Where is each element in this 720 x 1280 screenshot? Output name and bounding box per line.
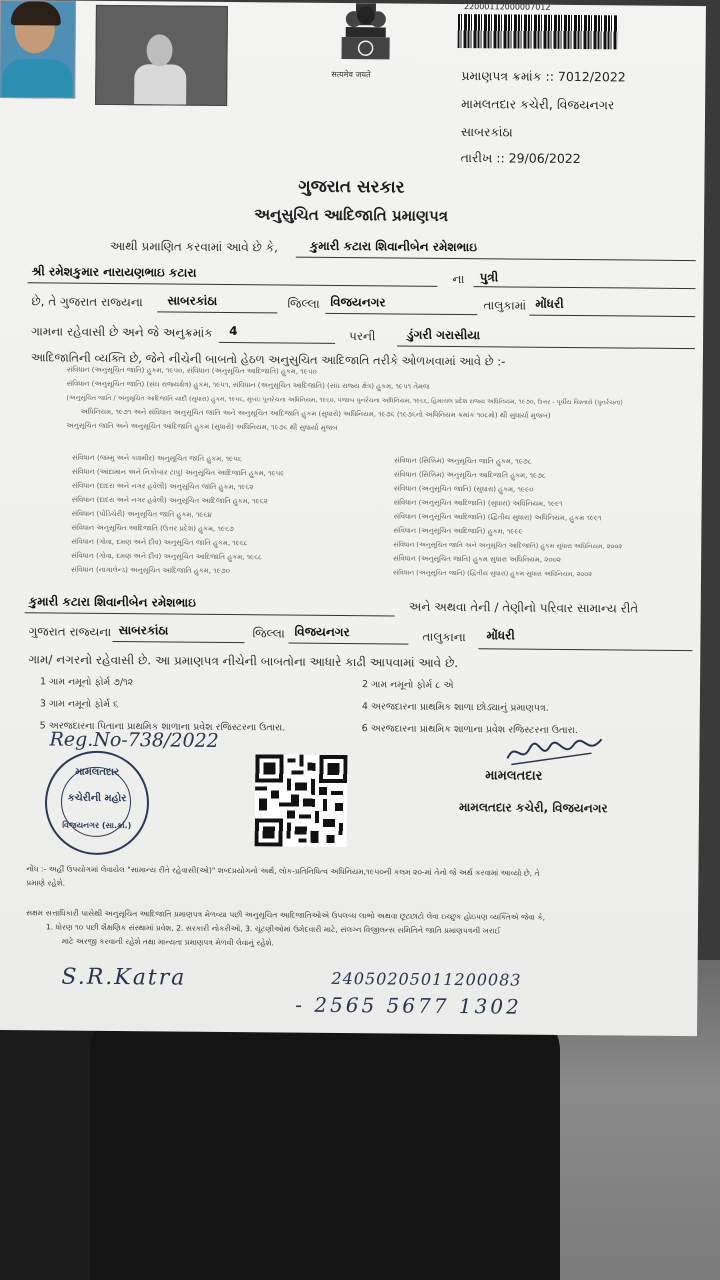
village-line-label: ગામના રહેવાસી છે અને જે અનુક્રમાંક [31, 324, 213, 340]
order-right-3: સંવિધાન (અનુસૂચિત જાતિ) (સુધારા) હુકમ, ૧૯૯૦ [393, 484, 534, 494]
district-value-2: સાબરકાંઠા [118, 623, 169, 638]
applicant-name-2: કુમારી કટારા શિવાનીબેન રમેશભાઇ [28, 594, 196, 610]
district-label-2: જિલ્લા [252, 626, 285, 641]
order-left-8: સંવિધાન (ગોવા, દમણ અને દીવ) અનુસૂચિત આદિજાતિ હુકમ, ૧૯૬૮ [71, 551, 262, 562]
village-value-2: મોંધરી [486, 628, 515, 643]
order-right-1: સંવિધાન (સિક્કિમ) અનુસૂચિત જાતિ હુકમ, ૧૯૭૮ [393, 456, 532, 466]
seal-mid-text: કચેરીની મહોર [67, 792, 127, 805]
orders-intro-2: સંવિધાન (અનુસૂચિત જાતિ) (સંઘ રાજ્યક્ષેત્ર) હુકમ, ૧૯૫૧, સંવિધાન (અનુસૂચિત આદિજાતિ) (સંઘ રાજ્ય ક્ષેત્ર) હુકમ, ૧૯૫૧ તેમજ [66, 379, 430, 391]
taluka-value-2: વિજયનગર [294, 624, 350, 640]
seal-bottom-text: વિજયનગર (સા.કાં.) [62, 820, 132, 831]
applicant-name: કુમારી કટારા શિવાનીબેન રમેશભાઇ [309, 238, 478, 255]
emblem-motto: सत्यमेव जयते [331, 69, 371, 80]
serial-number: 4 [229, 324, 238, 339]
orders-intro-3: (અનુસૂચિત જાતિ / અનુસૂચિત આદિજાતિ યાદી (સુધારા) હુકમ, ૧૯૫૬, મુંબઇ પુનર્રચના અધિનિયમ, ૧૯૬૦, પંજાબ પુનર્રચના અધિનિયમ, ૧૯૬૬, હિમાચલ પ્રદેશ રાજ્ય અધિનિયમ, ૧૯૭૦, ઉત્તર - પૂર્વીય વિસ્તારો (પુનર્રચના) [66, 394, 623, 407]
order-left-7: સંવિધાન (ગોવા, દમણ અને દીવ) અનુસૂચિત જાતિ હુકમ, ૧૯૬૮ [71, 537, 248, 548]
government-title: ગુજરાત સરકાર [298, 176, 405, 198]
officer-signature-icon [501, 730, 611, 771]
order-left-4: સંવિધાન (દાદરા અને નગર હવેલી) અનુસૂચિત આદિજાતિ હુકમ, ૧૯૬૨ [71, 495, 268, 506]
note-1: નોંધ :- અહીં ઉપયોગમાં લેવાયેલ "સામાન્ય રીતે રહેવાસી(ઓ)" શબ્દપ્રયોગનો અર્થ, લોક-પ્રતિનિધિત્વ અધિનિયમ,૧૯૫૦ની કલમ ૨૦-માં તેનો જે અર્થ કરવામાં આવ્યો છે, તે [26, 864, 540, 878]
relation-value: પુત્રી [479, 270, 499, 285]
note-2: સક્ષમ સત્તાધિકારી પાસેથી અનુસૂચિત આદિજાતિ પ્રમાણપત્ર મેળવ્યા પછી અનુસૂચિત આદિજાતિઓએ ઉપલબ્ધ લાભો અથવા છૂટછાટો લેવા ઇચ્છુક હોઇપણ વ્યક્તિએ જેવા કે, [25, 908, 546, 922]
certificate-number: પ્રમાણપત્ર ક્રમાંક :: 7012/2022 [461, 68, 626, 85]
district-label: જિલ્લા [287, 296, 320, 311]
order-right-7: સંવિધાન (અનુસૂચિત જાતિ અને અનુસૂચિત આદિજાતિ) હુકમ સુધારા અધિનિયમ, ૨૦૦૨ [393, 540, 623, 551]
order-left-9: સંવિધાન (નાગાલેન્ડ) અનુસૂચિત આદિજાતિ હુકમ, ૧૯૭૦ [70, 565, 230, 576]
order-right-9: સંવિધાન (અનુસૂચિત જાતિ) (દ્વિતીય સુધારા) હુકમ સુધારા અધિનિયમ, ૨૦૦૨ [392, 568, 593, 579]
doc-1: 1 ગામ નમૂનો ફોર્મ ૭/૧૨ [40, 676, 134, 689]
order-right-2: સંવિધાન (સિક્કિમ) અનુસૂચિત આદિજાતિ હુકમ, ૧૯૭૮ [393, 470, 546, 480]
doc-4: 4 અરજદારના પ્રાથમિક શાળા છોડ્યાનું પ્રમાણપત્ર. [361, 701, 549, 714]
district-value: સાબરકાંઠા [167, 293, 218, 308]
issuing-office: મામલતદાર કચેરી, વિજયનગર [461, 96, 615, 113]
taluka-label-2: તાલુકાના [422, 629, 466, 645]
certificate-title: અનુસુચિત આદિજાતિ પ્રમાણપત્ર [254, 205, 449, 225]
orders-intro-5: અનુસૂચિત જાતિ અને અનુસૂચિત આદિજાતિ હુકમ (સુધારો) અધિનિયમ, ૧૯૭૬ થી સુધાર્યા મુજબ [66, 421, 338, 432]
village-value: મોંધરી [535, 296, 564, 311]
certify-label: આથી પ્રમાણિત કરવામાં આવે છે કે, [109, 238, 279, 255]
person-leg [90, 1010, 560, 1280]
doc-6: 6 અરજદારના પ્રાથમિક શાળાના પ્રવેશ રજિસ્ટરના ઉતારા. [361, 723, 578, 737]
qr-code-icon [255, 754, 348, 847]
order-right-5: સંવિધાન (અનુસૂચિત આદિજાતિ) (દ્વિતીય સુધારા) અધિનિયમ, હુકમ ૧૯૯૧ [393, 512, 602, 523]
state-label-2: ગુજરાત રાજ્યના [28, 624, 112, 639]
doc-2: 2 ગામ નમૂનો ફોર્મ ૮ એ [361, 679, 454, 691]
state-label: છે, તે ગુજરાત રાજ્યના [31, 294, 143, 310]
family-line: અને અથવા તેની / તેણીનો પરિવાર સામાન્ય રીતે [408, 599, 639, 616]
note-1b: પ્રમાણે રહેશે. [26, 878, 66, 888]
taluka-value: વિજયનગર [330, 294, 386, 310]
applicant-color-photo [0, 0, 76, 99]
officer-designation: મામલતદાર [485, 768, 543, 784]
orders-intro-1: સંવિધાન (અનુસૂચિત જાતિ) હુકમ, ૧૯૫૦, સંવિધાન (અનુસૂચિત આદિજાતિ) હુકમ, ૧૯૫૦ [66, 365, 317, 376]
applicant-bw-photo [95, 5, 228, 106]
order-right-6: સંવિધાન (અનુસૂચિત આદિજાતિ) હુકમ, ૧૯૯૯ [393, 526, 523, 536]
officer-office: મામલતદાર કચેરી, વિજયનગર [458, 800, 608, 816]
note-2c: માટે અરજી કરવાની રહેશે તથા માન્યતા પ્રમાણપત્ર મેળવી લેવાનું રહેશે. [61, 936, 275, 948]
taluka-label: તાલુકામાં [483, 298, 527, 313]
parni-label: પરની [349, 329, 376, 344]
doc-3: 3 ગામ નમૂનો ફોર્મ ૬ [39, 698, 119, 711]
order-left-1: સંવિધાન (જમ્મુ અને કાશ્મીર) અનુસૂચિત જાતિ હુકમ, ૧૯૫૬ [71, 453, 242, 464]
handwritten-registration: Reg.No-738/2022 [49, 728, 219, 752]
tribe-name: ડુંગરી ગરાસીયા [407, 327, 481, 343]
handwritten-number-1: 24050205011200083 [331, 968, 522, 990]
barcode-number: 22000112000007012 [463, 2, 551, 12]
issue-date: તારીખ :: 29/06/2022 [460, 150, 581, 167]
na-label: ના [452, 271, 465, 287]
issuing-district: સાબરકાંઠા [460, 124, 513, 140]
handwritten-name: S.R.Katra [61, 964, 187, 991]
doc-5: 5 અરજદારના પિતાના પ્રાથમિક શાળાના પ્રવેશ રજિસ્ટરના ઉતારા. [39, 720, 286, 734]
order-left-2: સંવિધાન (આંદામાન અને નિકોબાર ટાપુ) અનુસૂચિત આદિજાતિ હુકમ, ૧૯૫૯ [71, 467, 285, 478]
mamlatdar-seal [45, 750, 150, 855]
residence-line: ગામ/ નગરનો રહેવાસી છે. આ પ્રમાણપત્ર નીચેની બાબતોના આધારે કાઢી આપવામાં આવે છે. [28, 652, 459, 671]
father-name: શ્રી રમેશકુમાર નારાયણભાઇ કટારા [31, 264, 197, 280]
order-left-5: સંવિધાન (પોંડિચેરી) અનુસૂચિત જાતિ હુકમ, ૧૯૬૪ [71, 509, 212, 519]
handwritten-number-2: - 2565 5677 1302 [295, 992, 522, 1019]
seal-top-text: મામલતદાર [75, 766, 120, 779]
national-emblem-icon [335, 3, 396, 68]
orders-intro-4: અધિનિયમ, ૧૯૭૧ અને સંવિધાન અનુસૂચિત જાતિ અને અનુસૂચિત આદિજાતિ હુકમ (સુધારો) અધિનિયમ, ૧૯૭૬ (૧૯૭૬નો અધિનિયમ ક્રમાંક ૧૦૮મો) થી સુધાર્યા મુજબ) [80, 407, 551, 420]
order-left-3: સંવિધાન (દાદરા અને નગર હવેલી) અનુસૂચિત જાતિ હુકમ, ૧૯૬૨ [71, 481, 254, 492]
order-right-4: સંવિધાન (અનુસૂચિત આદિજાતિ) (સુધારા) અધિનિયમ, ૧૯૯૧ [393, 498, 563, 508]
order-left-6: સંવિધાન અનુસૂચિત આદિજાતિ (ઉત્તર પ્રદેશ) હુકમ, ૧૯૬૭ [71, 523, 234, 534]
order-right-8: સંવિધાન (અનુસૂચિત જાતિ) હુકમ સુધારા અધિનિયમ, ૨૦૦૨ [393, 554, 561, 564]
note-2b: 1. ધોરણ ૧૦ પછી શૈક્ષણિક સંસ્થામાં પ્રવેશ, 2. સરકારી નોકરીઓ, 3. ચૂંટણીઓમાં ઉમેદવારી માટે, સંલગ્ન વિજીલન્સ સમિતિને જાતિ પ્રમાણપત્રની ખરાઈ [45, 922, 501, 936]
tribe-line: આદિજાતિની વ્યક્તિ છે, જેને નીચેની બાબતો હેઠળ અનુસુચિત આદિજાતિ તરીકે ઓળખવામાં આવે છે :- [30, 350, 506, 369]
certificate-barcode [458, 4, 618, 51]
